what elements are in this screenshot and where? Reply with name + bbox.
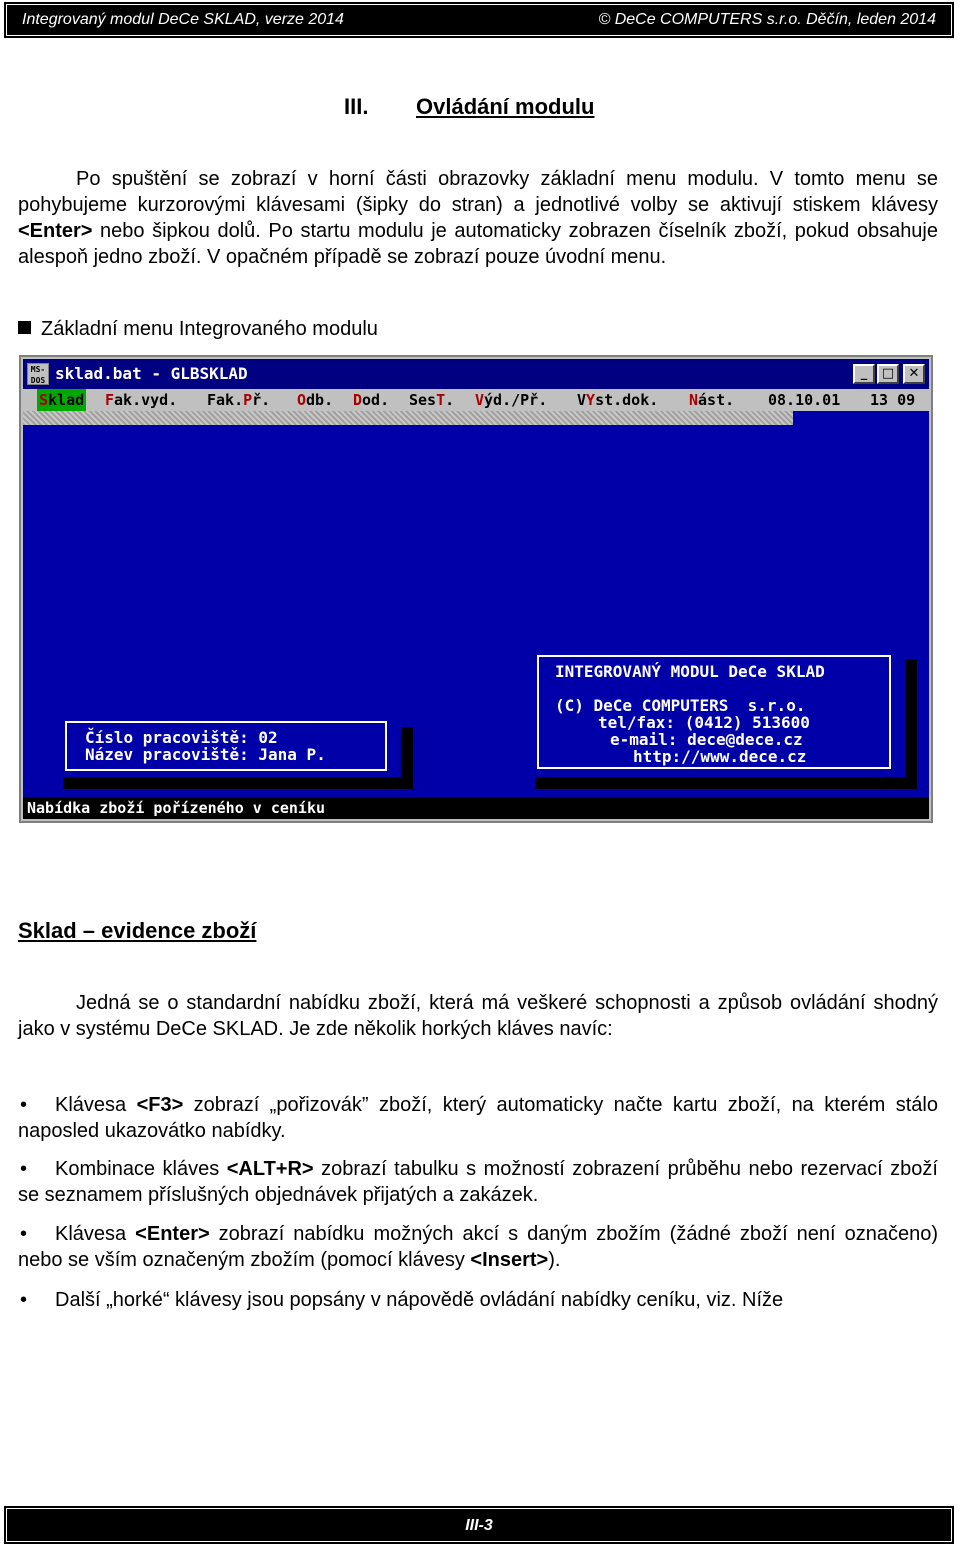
window-titlebar[interactable] (23, 359, 929, 389)
info-line-1: INTEGROVANÝ MODUL DeCe SKLAD (555, 662, 825, 681)
page-header (4, 2, 954, 38)
menu-item-dod[interactable]: Dod. (353, 391, 390, 409)
bullet-icon: • (20, 1094, 28, 1116)
menu-item-sest[interactable]: SesT. (409, 391, 455, 409)
bullet-icon: • (20, 1223, 28, 1245)
menu-item-fak-pr[interactable]: Fak.Př. (207, 391, 271, 409)
info-text (555, 663, 825, 765)
dos-window (19, 355, 933, 823)
chapter-number: III. (344, 94, 369, 119)
square-bullet-icon (18, 321, 31, 334)
section-text: Jedná se o standardní nabídku zboží, která má veškeré schopnosti a způsob ovládání shodný jako v systému DeCe SKLAD. Je zde několik horkých kláves navíc: (18, 992, 938, 1040)
menu-time: 13 09 (870, 391, 916, 409)
f3-key-label: <F3> (136, 1094, 184, 1116)
alt-r-key-label: <ALT+R> (226, 1158, 314, 1180)
bullet-item-other-keys: • Další „horké“ klávesy jsou popsány v nápovědě ovládání nabídky ceníku, viz. Níže (20, 1289, 784, 1311)
workstation-box (51, 715, 401, 777)
menu-item-nast[interactable]: Nást. (689, 391, 735, 409)
bullet-icon: • (20, 1289, 28, 1311)
console-status-bar: Nabídka zboží pořízeného v ceníku (23, 797, 929, 819)
insert-key-label: <Insert> (470, 1249, 549, 1271)
enter-key-label: <Enter> (18, 220, 93, 242)
figure-caption-text: Základní menu Integrovaného modulu (41, 318, 378, 340)
menu-item-fak-vyd[interactable]: Fak.vyd. (105, 391, 178, 409)
bullet-item-enter: • Klávesa <Enter> zobrazí nabídku možných akcí s daným zbožím (žádné zboží není označeno) nebo se vším označeným zbožím (pomocí klávesy <Insert>). (18, 1223, 938, 1271)
workstation-name: Název pracoviště: Jana P. (85, 745, 326, 764)
workstation-text (85, 729, 326, 763)
intro-text-2: nebo šipkou dolů. Po startu modulu je automaticky zobrazen číselník zboží, pokud obsahuje alespoň jedno zboží. V opačném případě se zobrazí pouze úvodní menu. (18, 220, 938, 268)
page-number: III-3 (465, 1517, 493, 1534)
hatch-strip (23, 411, 793, 425)
maximize-button[interactable]: □ (877, 364, 899, 384)
main-menu (23, 389, 929, 411)
header-right-text: © DeCe COMPUTERS s.r.o. Děčín, leden 2014 (598, 11, 936, 28)
minimize-button[interactable]: _ (853, 364, 875, 384)
page-footer (4, 1506, 954, 1544)
intro-paragraph (18, 166, 938, 270)
msdos-icon[interactable]: MS-DOS (27, 363, 49, 385)
bullet-item-f3: • Klávesa <F3> zobrazí „pořizovák” zboží, který automaticky načte kartu zboží, na kterém stálo naposled ukazovátko nabídky. (18, 1094, 938, 1142)
intro-text-1: Po spuštění se zobrazí v horní části obrazovky základní menu modulu. V tomto menu se pohybujeme kurzorovými klávesami (šipky do stran) a jednotlivé volby se aktivují stiskem klávesy (18, 168, 938, 216)
info-line-2: (C) DeCe COMPUTERS s.r.o. (555, 696, 806, 715)
workstation-number: Číslo pracoviště: 02 (85, 728, 278, 747)
menu-date: 08.10.01 (768, 391, 841, 409)
close-button[interactable]: ✕ (903, 364, 925, 384)
window-title: sklad.bat - GLBSKLAD (55, 364, 248, 383)
menu-item-odb[interactable]: Odb. (297, 391, 334, 409)
info-box (523, 647, 905, 777)
enter-key-label: <Enter> (135, 1223, 210, 1245)
info-line-5: http://www.dece.cz (633, 747, 807, 766)
figure-caption (18, 318, 378, 341)
section-title: Sklad – evidence zboží (18, 918, 257, 943)
header-left-text: Integrovaný modul DeCe SKLAD, verze 2014 (22, 11, 344, 28)
menu-item-vyd-pr[interactable]: Výd./Př. (475, 391, 548, 409)
info-line-4: e-mail: dece@dece.cz (610, 730, 803, 749)
console-area (23, 389, 929, 819)
menu-item-vyst-dok[interactable]: VYst.dok. (577, 391, 659, 409)
info-line-3: tel/fax: (0412) 513600 (598, 713, 810, 732)
chapter-title: Ovládání modulu (416, 94, 595, 119)
menu-item-sklad[interactable]: Sklad (39, 391, 85, 409)
section-paragraph (18, 990, 938, 1042)
bullet-icon: • (20, 1158, 28, 1180)
bullet-item-alt-r: • Kombinace kláves <ALT+R> zobrazí tabulku s možností zobrazení průběhu nebo rezervací zboží se seznamem příslušných objednávek přijatých a zakázek. (18, 1158, 938, 1206)
